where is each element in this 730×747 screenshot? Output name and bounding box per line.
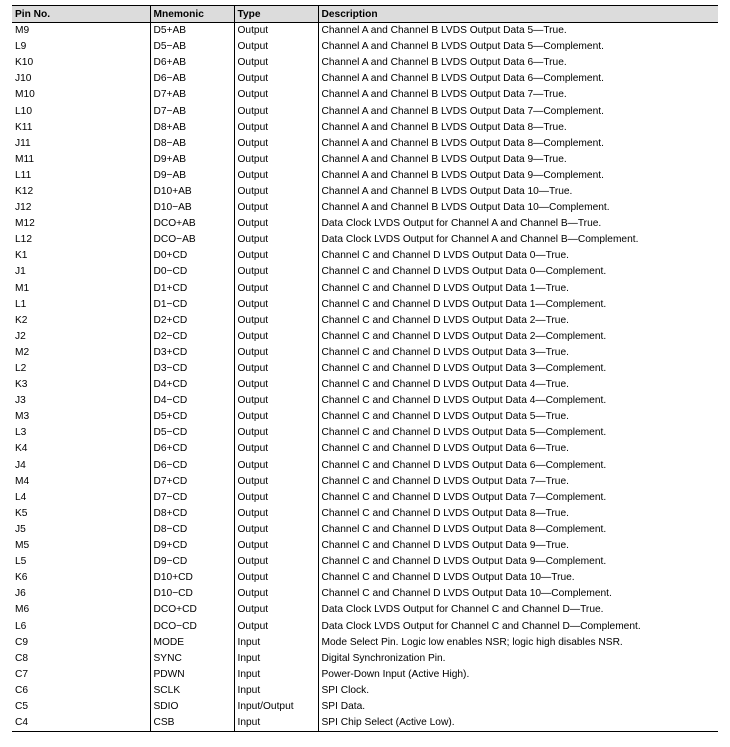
mnemonic-cell: D5−CD	[150, 425, 234, 441]
description-cell: Channel A and Channel B LVDS Output Data 7—True.	[318, 87, 718, 103]
type-cell: Output	[234, 458, 318, 474]
mnemonic-cell: D3−CD	[150, 361, 234, 377]
header-row	[12, 6, 718, 23]
mnemonic-cell: D6−AB	[150, 71, 234, 87]
mnemonic-cell: DCO−AB	[150, 232, 234, 248]
table-row	[12, 313, 718, 329]
pin-no-cell: L10	[15, 105, 32, 117]
mnemonic-cell: MODE	[150, 635, 234, 651]
type-cell: Output	[234, 23, 318, 40]
pin-no-cell: L2	[15, 363, 27, 375]
table-row	[12, 136, 718, 152]
table-row	[12, 699, 718, 715]
pin-no-cell: M10	[15, 89, 35, 101]
mnemonic-cell: D8−AB	[150, 136, 234, 152]
table-row	[12, 715, 718, 732]
pin-no-cell: J3	[15, 395, 26, 407]
type-cell: Output	[234, 184, 318, 200]
type-cell: Output	[234, 586, 318, 602]
type-cell: Output	[234, 168, 318, 184]
description-cell: Channel C and Channel D LVDS Output Data 9—Complement.	[318, 554, 718, 570]
type-cell: Input	[234, 715, 318, 732]
table-row	[12, 538, 718, 554]
type-cell: Output	[234, 120, 318, 136]
description-cell: Channel C and Channel D LVDS Output Data 8—True.	[318, 506, 718, 522]
type-cell: Output	[234, 522, 318, 538]
pin-no-cell: K2	[15, 314, 28, 326]
mnemonic-cell: SDIO	[150, 699, 234, 715]
type-cell: Output	[234, 441, 318, 457]
type-cell: Input	[234, 635, 318, 651]
description-cell: Channel C and Channel D LVDS Output Data 7—Complement.	[318, 490, 718, 506]
mnemonic-cell: D1−CD	[150, 297, 234, 313]
description-cell: Digital Synchronization Pin.	[318, 651, 718, 667]
description-cell: Channel A and Channel B LVDS Output Data 5—True.	[318, 23, 718, 40]
mnemonic-cell: D9−CD	[150, 554, 234, 570]
table-row	[12, 377, 718, 393]
pin-no-cell: L11	[15, 169, 32, 181]
description-cell: SPI Data.	[318, 699, 718, 715]
table-row	[12, 281, 718, 297]
description-cell: Channel C and Channel D LVDS Output Data 1—True.	[318, 281, 718, 297]
type-cell: Output	[234, 409, 318, 425]
description-cell: Channel C and Channel D LVDS Output Data 5—True.	[318, 409, 718, 425]
table-row	[12, 23, 718, 40]
description-cell: Channel C and Channel D LVDS Output Data 6—Complement.	[318, 458, 718, 474]
description-cell: Channel C and Channel D LVDS Output Data 10—Complement.	[318, 586, 718, 602]
type-cell: Output	[234, 152, 318, 168]
mnemonic-cell: D7+AB	[150, 87, 234, 103]
type-cell: Output	[234, 248, 318, 264]
mnemonic-cell: D0−CD	[150, 264, 234, 280]
table-row	[12, 200, 718, 216]
mnemonic-cell: D10+CD	[150, 570, 234, 586]
type-cell: Output	[234, 554, 318, 570]
mnemonic-cell: D10−CD	[150, 586, 234, 602]
mnemonic-cell: D4+CD	[150, 377, 234, 393]
header-description: Description	[318, 6, 718, 23]
table-row	[12, 474, 718, 490]
type-cell: Output	[234, 55, 318, 71]
header-type: Type	[234, 6, 318, 23]
pin-no-cell: L4	[15, 491, 27, 503]
mnemonic-cell: PDWN	[150, 667, 234, 683]
table-row	[12, 345, 718, 361]
type-cell: Input	[234, 683, 318, 699]
pin-no-cell: K6	[15, 572, 28, 584]
description-cell: SPI Clock.	[318, 683, 718, 699]
description-cell: Channel A and Channel B LVDS Output Data 9—Complement.	[318, 168, 718, 184]
mnemonic-cell: D2−CD	[150, 329, 234, 345]
pin-no-cell: K1	[15, 250, 28, 262]
pin-no-cell: L5	[15, 556, 27, 568]
description-cell: Channel C and Channel D LVDS Output Data 9—True.	[318, 538, 718, 554]
table-row	[12, 71, 718, 87]
pin-no-cell: M2	[15, 346, 30, 358]
type-cell: Output	[234, 313, 318, 329]
type-cell: Output	[234, 200, 318, 216]
table-row	[12, 667, 718, 683]
description-cell: Channel C and Channel D LVDS Output Data 2—Complement.	[318, 329, 718, 345]
pin-no-cell: C5	[15, 700, 29, 712]
header-pin-no: Pin No.	[12, 6, 150, 23]
description-cell: Channel C and Channel D LVDS Output Data 6—True.	[318, 441, 718, 457]
mnemonic-cell: D7−AB	[150, 103, 234, 119]
table-row	[12, 248, 718, 264]
description-cell: Channel C and Channel D LVDS Output Data 5—Complement.	[318, 425, 718, 441]
pin-no-cell: M12	[15, 218, 35, 230]
type-cell: Output	[234, 393, 318, 409]
table-row	[12, 490, 718, 506]
description-cell: Channel C and Channel D LVDS Output Data 3—Complement.	[318, 361, 718, 377]
pin-no-cell: L3	[15, 427, 27, 439]
type-cell: Output	[234, 281, 318, 297]
pin-no-cell: L12	[15, 234, 32, 246]
pin-no-cell: K5	[15, 507, 28, 519]
table-row	[12, 361, 718, 377]
pin-no-cell: J2	[15, 330, 26, 342]
description-cell: Channel C and Channel D LVDS Output Data 4—True.	[318, 377, 718, 393]
description-cell: Channel A and Channel B LVDS Output Data 8—True.	[318, 120, 718, 136]
table-row	[12, 506, 718, 522]
mnemonic-cell: D10−AB	[150, 200, 234, 216]
type-cell: Output	[234, 264, 318, 280]
mnemonic-cell: CSB	[150, 715, 234, 732]
type-cell: Output	[234, 377, 318, 393]
table-row	[12, 168, 718, 184]
pin-no-cell: J5	[15, 523, 26, 535]
description-cell: Channel C and Channel D LVDS Output Data 0—True.	[318, 248, 718, 264]
pin-no-cell: L9	[15, 41, 27, 53]
type-cell: Output	[234, 71, 318, 87]
header-mnemonic: Mnemonic	[150, 6, 234, 23]
pin-no-cell: K11	[15, 121, 33, 133]
table-row	[12, 409, 718, 425]
type-cell: Output	[234, 232, 318, 248]
table-row	[12, 120, 718, 136]
description-cell: Power-Down Input (Active High).	[318, 667, 718, 683]
mnemonic-cell: DCO−CD	[150, 618, 234, 634]
table-row	[12, 87, 718, 103]
mnemonic-cell: D6−CD	[150, 458, 234, 474]
type-cell: Output	[234, 425, 318, 441]
pin-function-table	[12, 5, 718, 732]
type-cell: Output	[234, 506, 318, 522]
mnemonic-cell: D8+AB	[150, 120, 234, 136]
table-row	[12, 152, 718, 168]
table-row	[12, 184, 718, 200]
table-row	[12, 570, 718, 586]
mnemonic-cell: D3+CD	[150, 345, 234, 361]
type-cell: Output	[234, 329, 318, 345]
mnemonic-cell: DCO+CD	[150, 602, 234, 618]
type-cell: Output	[234, 136, 318, 152]
table-row	[12, 635, 718, 651]
table-row	[12, 39, 718, 55]
description-cell: Channel C and Channel D LVDS Output Data 3—True.	[318, 345, 718, 361]
pin-no-cell: J4	[15, 459, 26, 471]
type-cell: Output	[234, 538, 318, 554]
table-body	[12, 23, 718, 732]
description-cell: Channel A and Channel B LVDS Output Data 6—Complement.	[318, 71, 718, 87]
type-cell: Output	[234, 297, 318, 313]
mnemonic-cell: D2+CD	[150, 313, 234, 329]
table-row	[12, 522, 718, 538]
mnemonic-cell: D6+AB	[150, 55, 234, 71]
description-cell: Channel C and Channel D LVDS Output Data 8—Complement.	[318, 522, 718, 538]
table-row	[12, 297, 718, 313]
type-cell: Output	[234, 474, 318, 490]
table-row	[12, 602, 718, 618]
description-cell: SPI Chip Select (Active Low).	[318, 715, 718, 732]
description-cell: Channel C and Channel D LVDS Output Data 0—Complement.	[318, 264, 718, 280]
description-cell: Channel C and Channel D LVDS Output Data 2—True.	[318, 313, 718, 329]
description-cell: Channel A and Channel B LVDS Output Data 8—Complement.	[318, 136, 718, 152]
mnemonic-cell: D7+CD	[150, 474, 234, 490]
table-row	[12, 393, 718, 409]
type-cell: Output	[234, 103, 318, 119]
description-cell: Data Clock LVDS Output for Channel A and Channel B—True.	[318, 216, 718, 232]
table-row	[12, 458, 718, 474]
pin-no-cell: L1	[15, 298, 27, 310]
description-cell: Channel C and Channel D LVDS Output Data 4—Complement.	[318, 393, 718, 409]
pin-no-cell: K3	[15, 379, 28, 391]
pin-no-cell: M4	[15, 475, 30, 487]
type-cell: Output	[234, 570, 318, 586]
table-row	[12, 441, 718, 457]
mnemonic-cell: DCO+AB	[150, 216, 234, 232]
table-row	[12, 264, 718, 280]
description-cell: Channel A and Channel B LVDS Output Data 5—Complement.	[318, 39, 718, 55]
type-cell: Output	[234, 345, 318, 361]
pin-no-cell: M3	[15, 411, 30, 423]
pin-no-cell: J1	[15, 266, 26, 278]
pin-no-cell: K10	[15, 57, 34, 69]
type-cell: Output	[234, 216, 318, 232]
pin-no-cell: C7	[15, 668, 29, 680]
description-cell: Data Clock LVDS Output for Channel C and Channel D—True.	[318, 602, 718, 618]
pin-no-cell: L6	[15, 620, 27, 632]
type-cell: Output	[234, 361, 318, 377]
description-cell: Channel A and Channel B LVDS Output Data 10—True.	[318, 184, 718, 200]
mnemonic-cell: SCLK	[150, 683, 234, 699]
pin-no-cell: M5	[15, 540, 30, 552]
description-cell: Channel A and Channel B LVDS Output Data 10—Complement.	[318, 200, 718, 216]
pin-no-cell: C6	[15, 684, 29, 696]
pin-no-cell: J12	[15, 202, 32, 214]
mnemonic-cell: D8+CD	[150, 506, 234, 522]
table-row	[12, 425, 718, 441]
mnemonic-cell: D9+AB	[150, 152, 234, 168]
description-cell: Channel C and Channel D LVDS Output Data 10—True.	[318, 570, 718, 586]
mnemonic-cell: D5+AB	[150, 23, 234, 40]
description-cell: Mode Select Pin. Logic low enables NSR; logic high disables NSR.	[318, 635, 718, 651]
description-cell: Data Clock LVDS Output for Channel C and Channel D—Complement.	[318, 618, 718, 634]
type-cell: Output	[234, 87, 318, 103]
mnemonic-cell: D8−CD	[150, 522, 234, 538]
table-row	[12, 55, 718, 71]
pin-no-cell: J6	[15, 588, 26, 600]
mnemonic-cell: D7−CD	[150, 490, 234, 506]
table-row	[12, 554, 718, 570]
pin-no-cell: J10	[15, 73, 32, 85]
table-row	[12, 216, 718, 232]
mnemonic-cell: SYNC	[150, 651, 234, 667]
mnemonic-cell: D0+CD	[150, 248, 234, 264]
pin-no-cell: K4	[15, 443, 28, 455]
type-cell: Output	[234, 39, 318, 55]
mnemonic-cell: D1+CD	[150, 281, 234, 297]
mnemonic-cell: D5−AB	[150, 39, 234, 55]
type-cell: Output	[234, 490, 318, 506]
pin-no-cell: M1	[15, 282, 30, 294]
description-cell: Channel A and Channel B LVDS Output Data 9—True.	[318, 152, 718, 168]
table-header	[12, 6, 718, 23]
mnemonic-cell: D4−CD	[150, 393, 234, 409]
table-row	[12, 618, 718, 634]
pin-no-cell: J11	[15, 137, 31, 149]
table-row	[12, 232, 718, 248]
mnemonic-cell: D9+CD	[150, 538, 234, 554]
pin-no-cell: K12	[15, 185, 34, 197]
pin-no-cell: M11	[15, 153, 35, 165]
table-row	[12, 683, 718, 699]
table-row	[12, 103, 718, 119]
table-row	[12, 329, 718, 345]
type-cell: Input/Output	[234, 699, 318, 715]
type-cell: Input	[234, 667, 318, 683]
mnemonic-cell: D10+AB	[150, 184, 234, 200]
pin-no-cell: C4	[12, 715, 150, 732]
pin-no-cell: C9	[15, 636, 29, 648]
pin-no-cell: C8	[15, 652, 29, 664]
type-cell: Output	[234, 618, 318, 634]
type-cell: Output	[234, 602, 318, 618]
mnemonic-cell: D5+CD	[150, 409, 234, 425]
pin-no-cell: M6	[15, 604, 30, 616]
table-row	[12, 651, 718, 667]
table-row	[12, 586, 718, 602]
description-cell: Channel C and Channel D LVDS Output Data 7—True.	[318, 474, 718, 490]
description-cell: Channel A and Channel B LVDS Output Data 6—True.	[318, 55, 718, 71]
mnemonic-cell: D9−AB	[150, 168, 234, 184]
description-cell: Channel A and Channel B LVDS Output Data 7—Complement.	[318, 103, 718, 119]
description-cell: Channel C and Channel D LVDS Output Data 1—Complement.	[318, 297, 718, 313]
pin-no-cell: M9	[15, 25, 30, 37]
mnemonic-cell: D6+CD	[150, 441, 234, 457]
type-cell: Input	[234, 651, 318, 667]
description-cell: Data Clock LVDS Output for Channel A and Channel B—Complement.	[318, 232, 718, 248]
